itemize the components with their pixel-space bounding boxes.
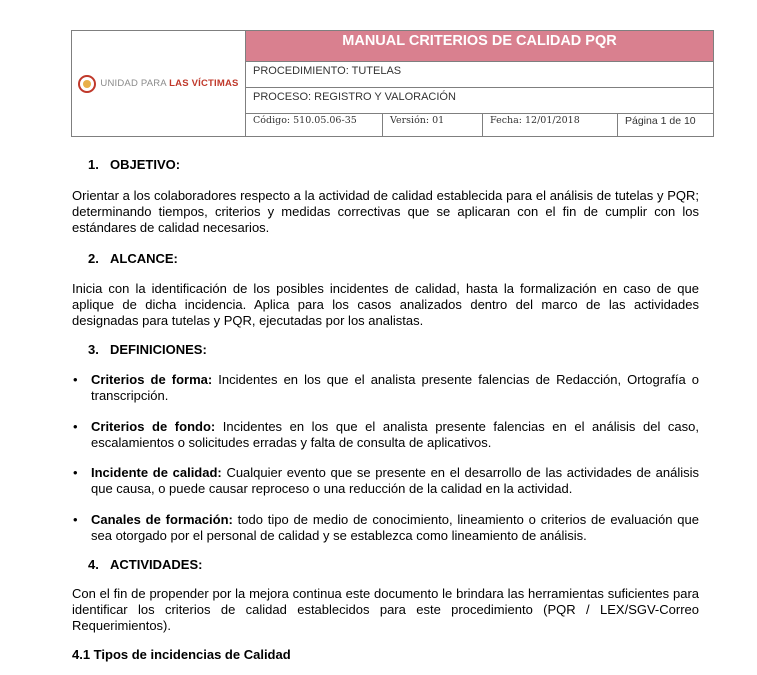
section-heading-objetivo: 1. OBJETIVO: (88, 157, 181, 172)
bullet-icon: • (73, 465, 78, 480)
manual-title: MANUAL CRITERIOS DE CALIDAD PQR (246, 31, 713, 62)
section-heading-definiciones: 3. DEFINICIONES: (88, 342, 207, 357)
document-header-table (71, 30, 714, 137)
bullet-icon: • (73, 372, 78, 387)
subsection-heading: 4.1 Tipos de incidencias de Calidad (72, 647, 291, 662)
bullet-icon: • (73, 512, 78, 527)
section-heading-actividades: 4. ACTIVIDADES: (88, 557, 203, 572)
procedimiento-field: PROCEDIMIENTO: TUTELAS (246, 62, 713, 88)
actividades-paragraph: Con el fin de propender por la mejora continua este documento le brindara las herramientas suficientes para identificar los criterios de calidad establecidos para este procedimiento (PQR / LEX/SGV-Correo Requerimientos). (72, 586, 699, 633)
section-heading-alcance: 2. ALCANCE: (88, 251, 178, 266)
logo-text: UNIDAD PARA LAS VÍCTIMAS (100, 78, 239, 89)
logo-cell (72, 31, 246, 136)
pagina-field: Página 1 de 10 (625, 115, 696, 127)
list-item: • Incidente de calidad: Cualquier evento que se presente en el desarrollo de las actividades de análisis que causa, o puede causar reproceso o una reducción de la calidad en la actividad. (73, 465, 699, 496)
definitions-list (72, 465, 699, 497)
list-item: • Criterios de forma: Incidentes en los que el analista presente falencias de Redacción, Ortografía o transcripción. (73, 372, 699, 403)
definitions-list (72, 512, 699, 544)
codigo-field: Código: 510.05.06-35 (246, 114, 383, 136)
bullet-icon: • (73, 419, 78, 434)
definitions-list (72, 372, 699, 404)
objetivo-paragraph: Orientar a los colaboradores respecto a la actividad de calidad establecida para el análisis de tutelas y PQR; determinando tiempos, criterios y medidas correctivas que se aplicaran con el fin de cumplir con los estándares de calidad necesarios. (72, 188, 699, 235)
proceso-field: PROCESO: REGISTRO Y VALORACIÓN (246, 88, 713, 114)
meta-row (246, 114, 713, 136)
definitions-list (72, 419, 699, 451)
version-field: Versión: 01 (383, 114, 483, 136)
list-item: • Criterios de fondo: Incidentes en los que el analista presente falencias en el análisis del caso, escalamientos o solicitudes erradas y falta de consulta de aplicativos. (73, 419, 699, 450)
alcance-paragraph: Inicia con la identificación de los posibles incidentes de calidad, hasta la formalización en caso de que aplique de dicha incidencia. Aplica para los casos analizados dentro del marco de las actividades designadas para tutelas y PQR, ejecutadas por los analistas. (72, 281, 699, 328)
fecha-field: Fecha: 12/01/2018 (483, 114, 618, 136)
list-item: • Canales de formación: todo tipo de medio de conocimiento, lineamiento o criterios de evaluación que sea otorgado por el personal de calidad y se establezca como lineamiento de análisis. (73, 512, 699, 543)
unidad-victimas-logo (78, 75, 238, 93)
seal-icon (78, 75, 96, 93)
